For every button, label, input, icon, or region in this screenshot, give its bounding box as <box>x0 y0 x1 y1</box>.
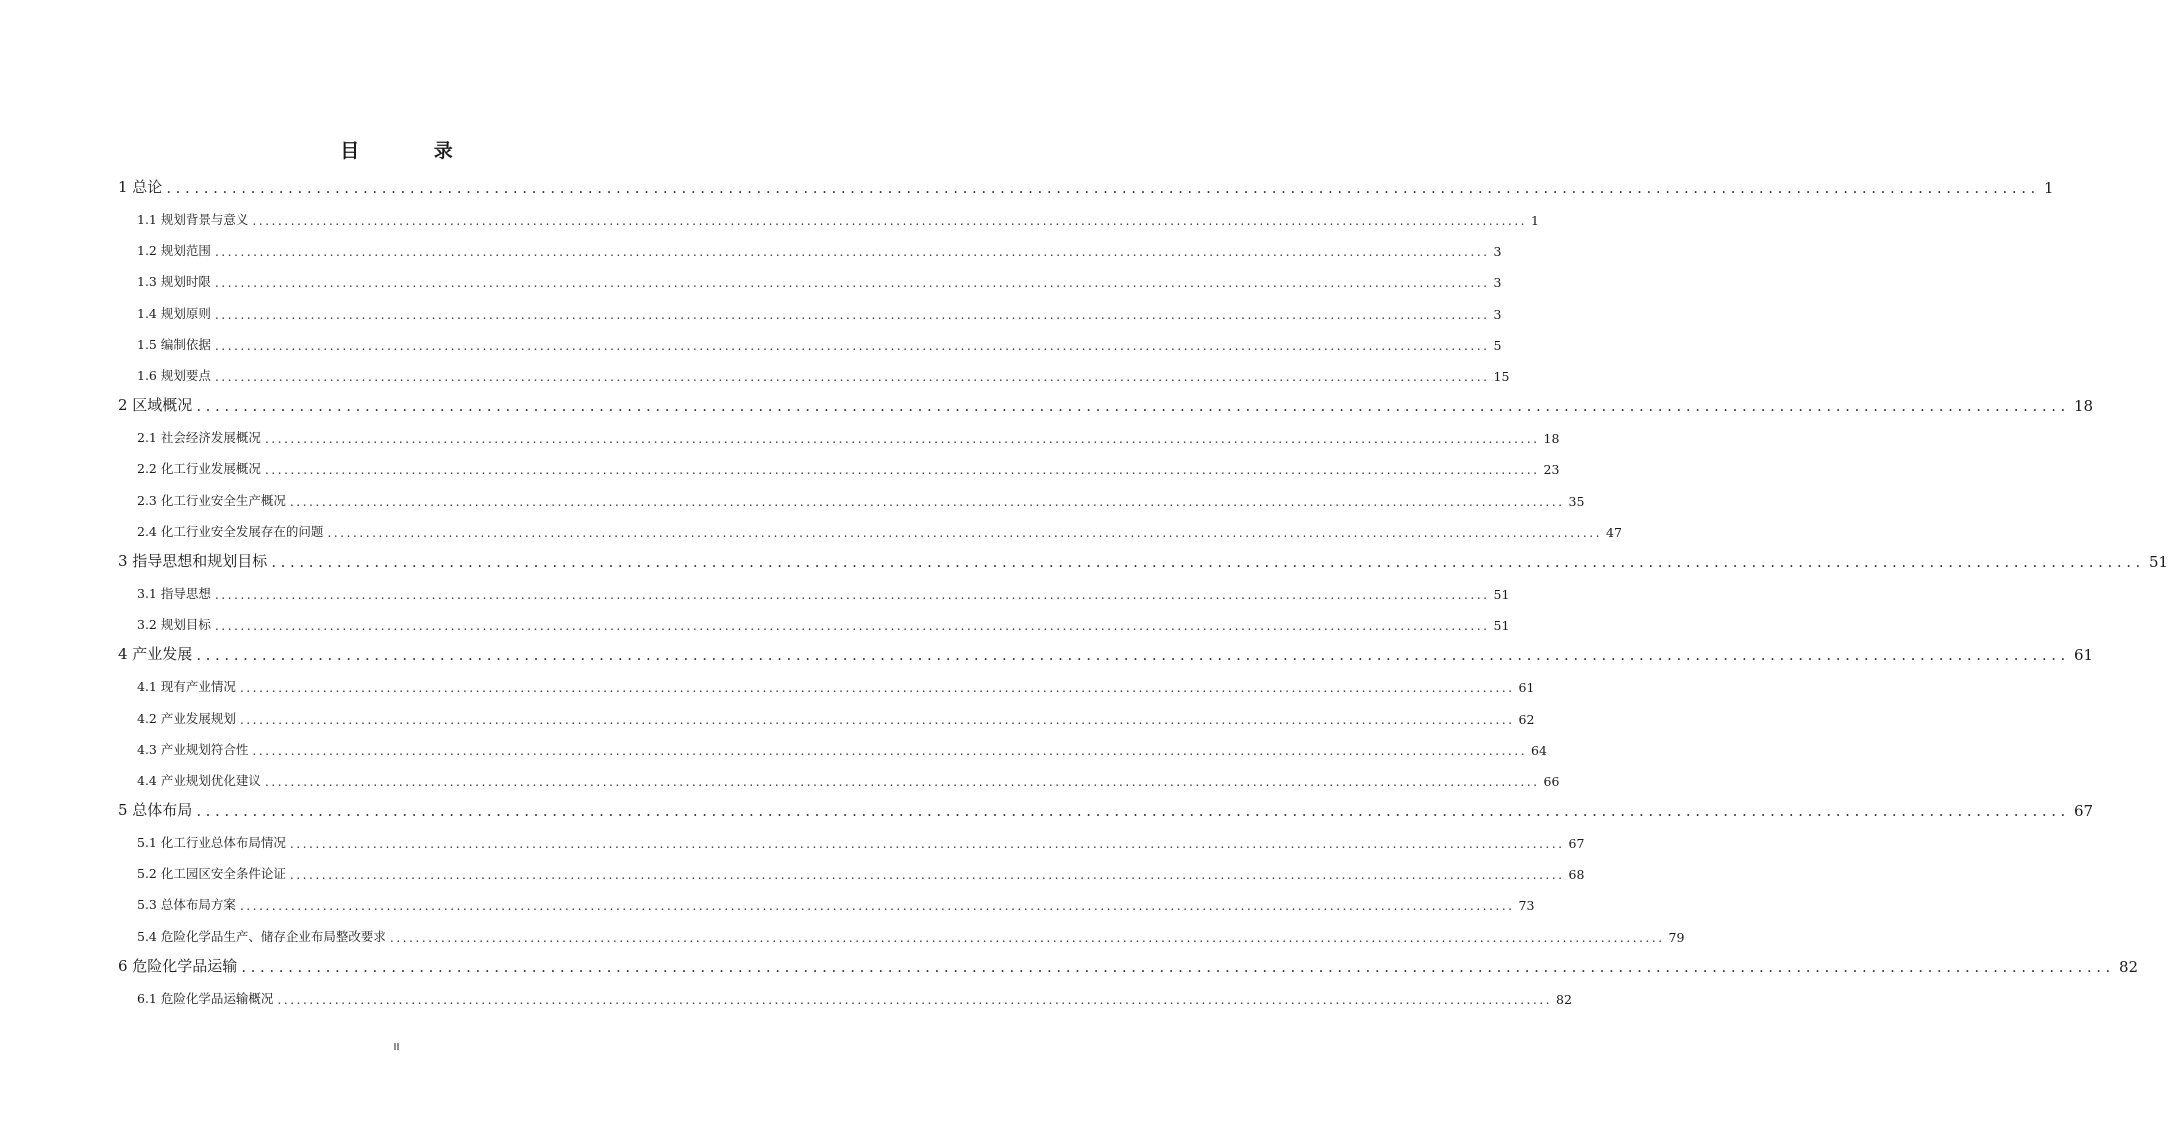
toc-chapter-entry[interactable] <box>118 173 2054 197</box>
toc-entry-page: 51 <box>1493 586 1510 602</box>
toc-entry-label: 3.2 规划目标 <box>137 617 211 633</box>
toc-section-entry[interactable] <box>137 453 1560 478</box>
toc-section-entry[interactable] <box>137 266 1502 291</box>
toc-entry-label: 5.1 化工行业总体布局情况 <box>137 835 286 851</box>
dot-leader: ........................................................................................................................................................................................................ <box>264 431 1540 447</box>
toc-entry-label: 5 总体布局 <box>118 801 193 819</box>
toc-section-entry[interactable] <box>137 889 1535 914</box>
dot-leader: ........................................................................................................................................................................................................ <box>239 711 1515 727</box>
toc-entry-page: 18 <box>1543 431 1560 447</box>
toc-entry-label: 1.3 规划时限 <box>137 274 211 290</box>
toc-section-entry[interactable] <box>137 609 1510 634</box>
toc-entry-label: 2.4 化工行业安全发展存在的问题 <box>137 523 324 539</box>
toc-entry-label: 1.2 规划范围 <box>137 243 211 259</box>
toc-entry-page: 5 <box>1493 337 1502 353</box>
dot-leader: ........................................................................................................................................................................................................ <box>214 244 1490 260</box>
toc-entry-page: 68 <box>1568 867 1585 883</box>
toc-section-entry[interactable] <box>137 703 1535 727</box>
dot-leader: ........................................................................................................................................................................................................ <box>289 836 1565 852</box>
dot-leader: ........................................................................................................................................................................................................ <box>277 991 1553 1007</box>
toc-entry-page: 79 <box>1668 929 1685 945</box>
toc-entry-label: 4.2 产业发展规划 <box>137 710 236 726</box>
toc-entry-page: 61 <box>1518 680 1535 696</box>
toc-entry-label: 2.3 化工行业安全生产概况 <box>137 492 286 508</box>
toc-entry-label: 1.1 规划背景与意义 <box>137 212 249 228</box>
toc-section-entry[interactable] <box>137 204 1539 229</box>
toc-entry-page: 64 <box>1531 742 1547 758</box>
toc-entry-label: 2 区域概况 <box>118 396 193 415</box>
toc-entry-page: 3 <box>1493 306 1502 322</box>
dot-leader: ........................................................................................................................................................................................................ <box>252 742 1528 758</box>
toc-entry-label: 5.2 化工园区安全条件论证 <box>137 866 286 882</box>
toc-entry-label: 5.3 总体布局方案 <box>137 897 236 913</box>
toc-entry-page: 47 <box>1606 524 1622 540</box>
toc-section-entry[interactable] <box>137 578 1510 602</box>
dot-leader: ........................................................................................................................................................................................................ <box>214 337 1490 353</box>
toc-entry-label: 6 危险化学品运输 <box>118 956 238 975</box>
toc-entry-label: 1 总论 <box>118 178 163 196</box>
toc-entry-page: 62 <box>1518 711 1535 727</box>
toc-section-entry[interactable] <box>137 329 1502 353</box>
toc-entry-page: 35 <box>1568 493 1585 509</box>
toc-entry-label: 3 指导思想和规划目标 <box>118 551 268 570</box>
toc-entry-label: 5.4 危险化学品生产、储存企业布局整改要求 <box>137 928 386 944</box>
dot-leader: ........................................................................................................................................................................................................ <box>166 179 2040 197</box>
toc-entry-label: 6.1 危险化学品运输概况 <box>137 990 274 1006</box>
toc-section-entry[interactable] <box>137 734 1547 758</box>
page-number: II <box>393 1042 400 1053</box>
dot-leader: ........................................................................................................................................................................................................ <box>264 462 1540 478</box>
toc-entry-page: 73 <box>1518 898 1535 914</box>
dot-leader: ........................................................................................................................................................................................................ <box>241 957 2115 976</box>
toc-chapter-entry[interactable] <box>118 952 2139 976</box>
toc-title: 目 录 <box>340 140 487 162</box>
dot-leader: ........................................................................................................................................................................................................ <box>196 646 2070 665</box>
dot-leader: ........................................................................................................................................................................................................ <box>271 552 2145 571</box>
toc-section-entry[interactable] <box>137 485 1585 509</box>
dot-leader: ........................................................................................................................................................................................................ <box>264 773 1540 789</box>
toc-section-entry[interactable] <box>137 921 1685 945</box>
dot-leader: ........................................................................................................................................................................................................ <box>239 680 1515 696</box>
toc-entry-label: 2.2 化工行业发展概况 <box>137 461 261 477</box>
dot-leader: ........................................................................................................................................................................................................ <box>389 929 1665 945</box>
dot-leader: ........................................................................................................................................................................................................ <box>239 898 1515 914</box>
toc-entry-page: 1 <box>2043 179 2054 197</box>
toc-chapter-entry[interactable] <box>118 640 2094 665</box>
toc-section-entry[interactable] <box>137 422 1560 447</box>
toc-entry-label: 2.1 社会经济发展概况 <box>137 430 261 446</box>
toc-entry-label: 1.4 规划原则 <box>137 305 211 321</box>
toc-entry-page: 51 <box>2148 552 2168 571</box>
toc-entry-page: 3 <box>1493 275 1502 291</box>
toc-section-entry[interactable] <box>137 298 1502 322</box>
dot-leader: ........................................................................................................................................................................................................ <box>252 213 1528 229</box>
toc-chapter-entry[interactable] <box>118 547 2168 571</box>
dot-leader: ........................................................................................................................................................................................................ <box>196 397 2070 416</box>
dot-leader: ........................................................................................................................................................................................................ <box>214 368 1490 384</box>
toc-section-entry[interactable] <box>137 235 1502 260</box>
toc-entry-page: 82 <box>1556 991 1572 1007</box>
toc-entry-label: 4.1 现有产业情况 <box>137 679 236 695</box>
toc-entry-page: 23 <box>1543 462 1560 478</box>
toc-entry-label: 4 产业发展 <box>118 645 193 664</box>
toc-entry-label: 4.3 产业规划符合性 <box>137 741 249 757</box>
toc-section-entry[interactable] <box>137 858 1585 883</box>
toc-entry-page: 15 <box>1493 368 1510 384</box>
toc-entry-page: 67 <box>2073 802 2094 820</box>
toc-entry-page: 66 <box>1543 773 1560 789</box>
dot-leader: ........................................................................................................................................................................................................ <box>289 493 1565 509</box>
toc-entry-page: 51 <box>1493 618 1510 634</box>
toc-entry-page: 18 <box>2073 397 2094 416</box>
toc-section-entry[interactable] <box>137 827 1585 852</box>
dot-leader: ........................................................................................................................................................................................................ <box>214 586 1490 602</box>
dot-leader: ........................................................................................................................................................................................................ <box>214 306 1490 322</box>
toc-section-entry[interactable] <box>137 671 1535 696</box>
toc-section-entry[interactable] <box>137 360 1510 384</box>
toc-entry-label: 1.6 规划要点 <box>137 367 211 383</box>
toc-entry-label: 4.4 产业规划优化建议 <box>137 772 261 788</box>
toc-section-entry[interactable] <box>137 765 1560 789</box>
toc-section-entry[interactable] <box>137 983 1572 1007</box>
toc-entry-label: 3.1 指导思想 <box>137 585 211 601</box>
dot-leader: ........................................................................................................................................................................................................ <box>196 802 2070 820</box>
toc-entry-page: 3 <box>1493 244 1502 260</box>
toc-entry-page: 1 <box>1531 213 1539 229</box>
toc-entry-label: 1.5 编制依据 <box>137 336 211 352</box>
dot-leader: ........................................................................................................................................................................................................ <box>214 275 1490 291</box>
toc-entry-page: 61 <box>2073 646 2094 665</box>
toc-entry-page: 67 <box>1568 836 1585 852</box>
dot-leader: ........................................................................................................................................................................................................ <box>214 618 1490 634</box>
toc-chapter-entry[interactable] <box>118 391 2094 416</box>
toc-chapter-entry[interactable] <box>118 796 2094 820</box>
dot-leader: ........................................................................................................................................................................................................ <box>289 867 1565 883</box>
toc-section-entry[interactable] <box>137 516 1622 540</box>
dot-leader: ........................................................................................................................................................................................................ <box>327 524 1603 540</box>
toc-entry-page: 82 <box>2118 957 2139 976</box>
